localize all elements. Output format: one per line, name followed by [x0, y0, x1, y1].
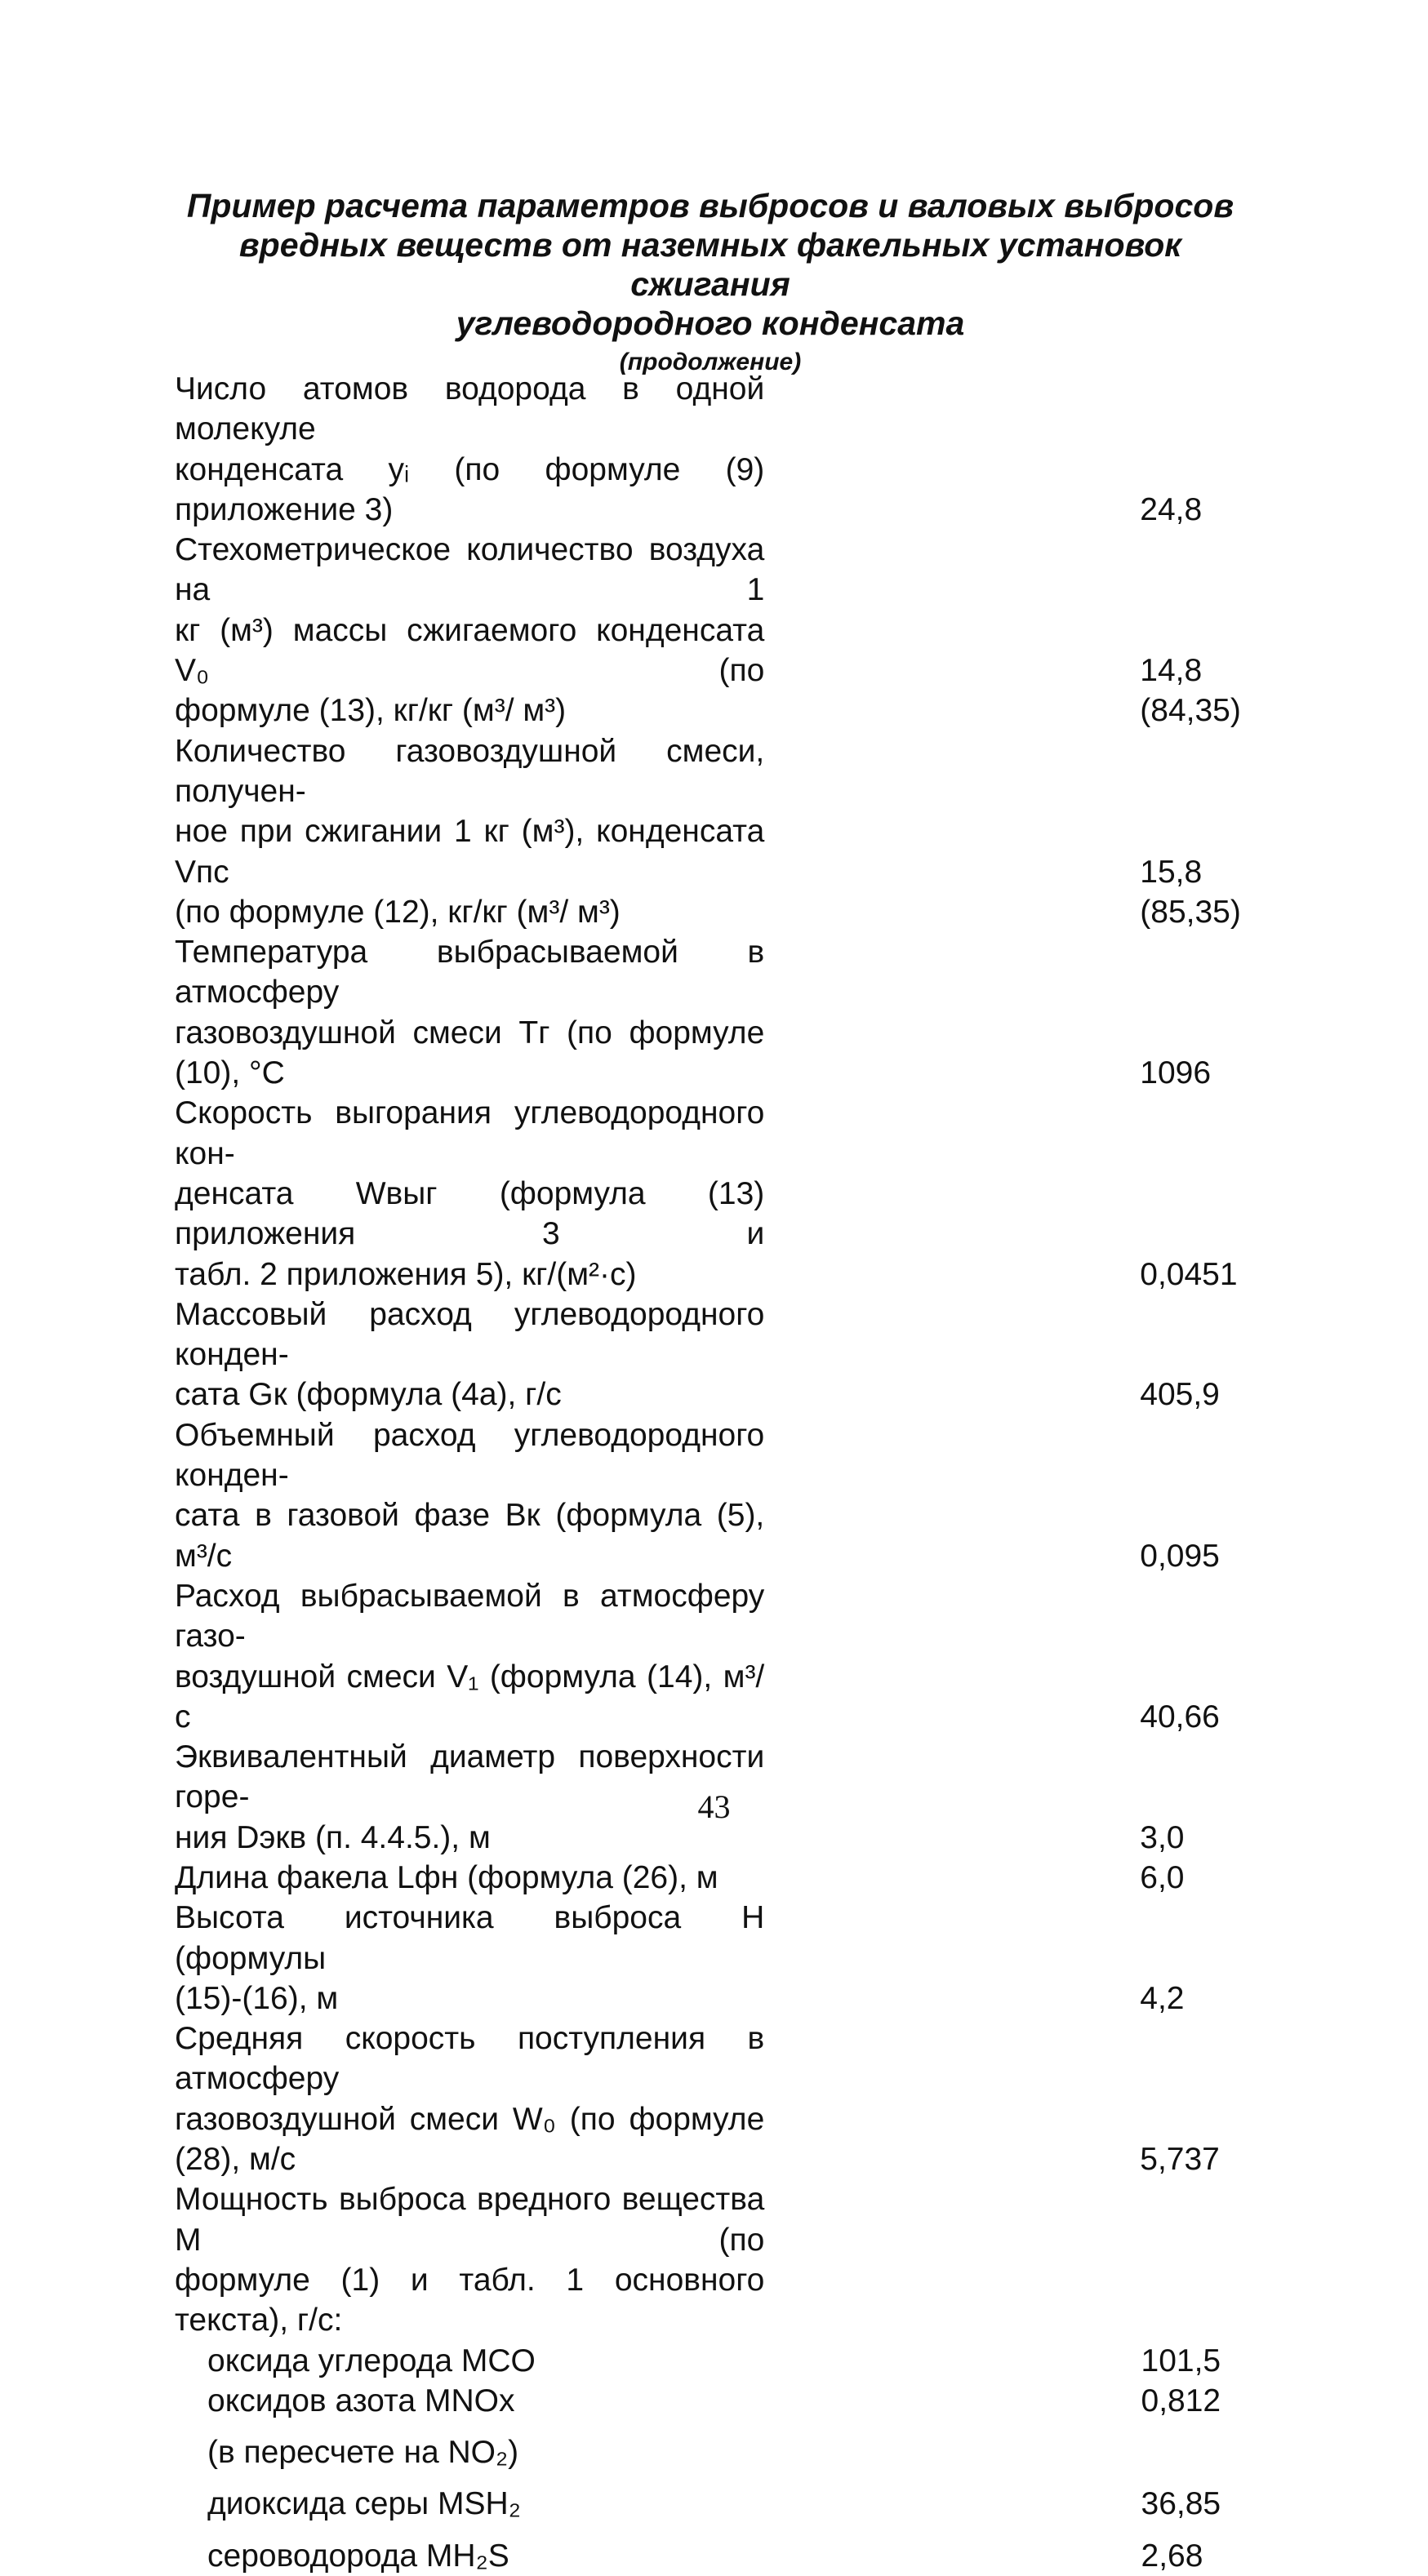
- parameter-value: 14,8: [1140, 653, 1203, 689]
- description-line: кг (м³) массы сжигаемого конденсата V₀ (по: [175, 612, 765, 689]
- parameter-values: [1140, 1375, 1261, 1415]
- description-line: Количество газовоздушной смеси, получен-: [175, 733, 765, 809]
- emission-values: [1141, 2484, 1261, 2524]
- heading-line-3: углеводородного конденсата: [456, 304, 965, 342]
- parameter-row: [175, 2179, 1261, 2340]
- parameter-row: [175, 1898, 1261, 2019]
- emission-substance: [175, 2536, 766, 2576]
- parameter-values: [1140, 1255, 1261, 1295]
- emission-values: [1141, 2536, 1261, 2576]
- parameter-row: [175, 1576, 1261, 1737]
- description-line: Расход выбрасываемой в атмосферу газо-: [175, 1578, 765, 1654]
- parameter-row: [175, 1093, 1261, 1294]
- description-line: сата в газовой фазе Bк (формула (5), м³/с: [175, 1498, 765, 1574]
- parameter-value: 6,0: [1140, 1859, 1185, 1895]
- parameter-description: [175, 1295, 764, 1415]
- description-line: (15)-(16), м: [175, 1980, 339, 2016]
- substance-label: (в пересчете на NO₂): [207, 2435, 519, 2471]
- parameter-value: (85,35): [1140, 894, 1241, 930]
- parameter-values: [1140, 2139, 1261, 2179]
- description-line: Длина факела Lфн (формула (26), м: [175, 1859, 718, 1895]
- parameter-values: [1140, 1858, 1261, 1898]
- heading-line-1: Пример расчета параметров выбросов и валовых выбросов: [186, 187, 1234, 224]
- parameter-value: 3,0: [1140, 1819, 1185, 1855]
- parameter-value: 4,2: [1140, 1980, 1185, 2016]
- parameter-description: [175, 1576, 764, 1737]
- parameter-value: 1096: [1140, 1055, 1212, 1091]
- parameter-description: [175, 1415, 764, 1576]
- description-line: Эквивалентный диаметр поверхности горе-: [175, 1739, 765, 1815]
- parameter-row: [175, 1858, 1261, 1898]
- description-line: Объемный расход углеводородного конден-: [175, 1417, 765, 1494]
- parameter-value: 24,8: [1140, 491, 1203, 527]
- emission-value: 101,5: [1141, 2343, 1221, 2378]
- description-line: воздушной смеси V₁ (формула (14), м³/с: [175, 1659, 765, 1734]
- description-line: ное при сжигании 1 кг (м³), конденсата Vпс: [175, 814, 765, 890]
- description-line: Стехометрическое количество воздуха на 1: [175, 532, 765, 608]
- description-line: газовоздушной смеси Tг (по формуле (10), °С: [175, 1015, 765, 1091]
- emission-row: [175, 2484, 1261, 2524]
- description-line: Массовый расход углеводородного конден-: [175, 1296, 765, 1373]
- emission-value: 36,85: [1141, 2486, 1221, 2522]
- parameter-values: [1140, 1979, 1261, 2019]
- heading-line-2: вредных веществ от наземных факельных установок сжигания: [238, 226, 1182, 303]
- parameter-description: [175, 530, 764, 731]
- parameter-values: [1140, 1053, 1261, 1093]
- emission-substance: [175, 2381, 766, 2421]
- description-line: газовоздушной смеси W₀ (по формуле (28), м/с: [175, 2101, 765, 2178]
- description-line: Высота источника выброса H (формулы: [175, 1900, 765, 1976]
- description-line: формуле (1) и табл. 1 основного текста), г/с:: [175, 2262, 765, 2338]
- parameter-description: [175, 1898, 764, 2019]
- emission-value: 2,68: [1141, 2538, 1203, 2574]
- parameter-description: [175, 369, 764, 530]
- parameter-description: [175, 1858, 764, 1898]
- parameter-value: 405,9: [1140, 1377, 1220, 1413]
- description-line: Число атомов водорода в одной молекуле: [175, 371, 765, 447]
- parameter-values: [1140, 1536, 1261, 1576]
- substance-label: оксидов азота MNOx: [207, 2383, 515, 2418]
- parameter-value: 5,737: [1140, 2142, 1220, 2178]
- parameter-values: [1140, 490, 1261, 530]
- emission-row: [175, 2432, 1261, 2472]
- parameter-description: [175, 932, 764, 1093]
- parameter-values: [1140, 651, 1261, 731]
- parameter-row: [175, 530, 1261, 731]
- parameter-row: [175, 369, 1261, 530]
- substance-label: оксида углерода MCO: [207, 2343, 536, 2378]
- description-line: (по формуле (12), кг/кг (м³/ м³): [175, 894, 621, 930]
- parameter-row: [175, 731, 1261, 932]
- parameter-row: [175, 2019, 1261, 2179]
- parameter-value: 15,8: [1140, 854, 1203, 890]
- emission-values: [1141, 2381, 1261, 2421]
- emission-row: [175, 2341, 1261, 2381]
- parameter-row: [175, 932, 1261, 1093]
- parameter-value: 0,095: [1140, 1538, 1220, 1574]
- parameter-row: [175, 1415, 1261, 1576]
- description-line: ния Dэкв (п. 4.4.5.), м: [175, 1819, 491, 1855]
- emission-row: [175, 2381, 1261, 2421]
- description-line: денсата Wвыг (формула (13) приложения 3 и: [175, 1175, 765, 1252]
- parameter-description: [175, 2179, 764, 2340]
- section-heading: [163, 186, 1257, 380]
- emission-substance: [175, 2432, 766, 2472]
- description-line: Скорость выгорания углеводородного кон-: [175, 1095, 765, 1171]
- description-line: формуле (13), кг/кг (м³/ м³): [175, 693, 567, 729]
- substance-label: сероводорода MH₂S: [207, 2538, 509, 2574]
- parameter-value: 40,66: [1140, 1699, 1220, 1734]
- parameter-description: [175, 2019, 764, 2179]
- parameter-values: [1140, 1697, 1261, 1737]
- emission-row: [175, 2536, 1261, 2576]
- description-line: Средняя скорость поступления в атмосферу: [175, 2021, 765, 2097]
- emission-substance: [175, 2341, 766, 2381]
- parameter-value: 0,0451: [1140, 1256, 1238, 1292]
- emission-values: [1141, 2341, 1261, 2381]
- emission-value: 0,812: [1141, 2383, 1221, 2418]
- parameter-values: [1140, 852, 1261, 933]
- parameter-description: [175, 1093, 764, 1294]
- substance-label: диоксида серы MSH₂: [207, 2486, 521, 2522]
- description-line: табл. 2 приложения 5), кг/(м²·с): [175, 1256, 637, 1292]
- emission-substance: [175, 2484, 766, 2524]
- description-line: конденсата yᵢ (по формуле (9) приложение 3): [175, 451, 765, 527]
- parameter-value: (84,35): [1140, 693, 1241, 729]
- description-line: сата Gк (формула (4а), г/с: [175, 1377, 562, 1413]
- parameter-row: [175, 1295, 1261, 1415]
- parameter-list: [175, 369, 1261, 2576]
- description-line: Температура выбрасываемой в атмосферу: [175, 935, 765, 1010]
- page-number: 43: [697, 1788, 731, 1825]
- parameter-description: [175, 731, 764, 932]
- description-line: Мощность выброса вредного вещества M (по: [175, 2182, 765, 2258]
- heading-subtitle: (продолжение): [619, 349, 802, 375]
